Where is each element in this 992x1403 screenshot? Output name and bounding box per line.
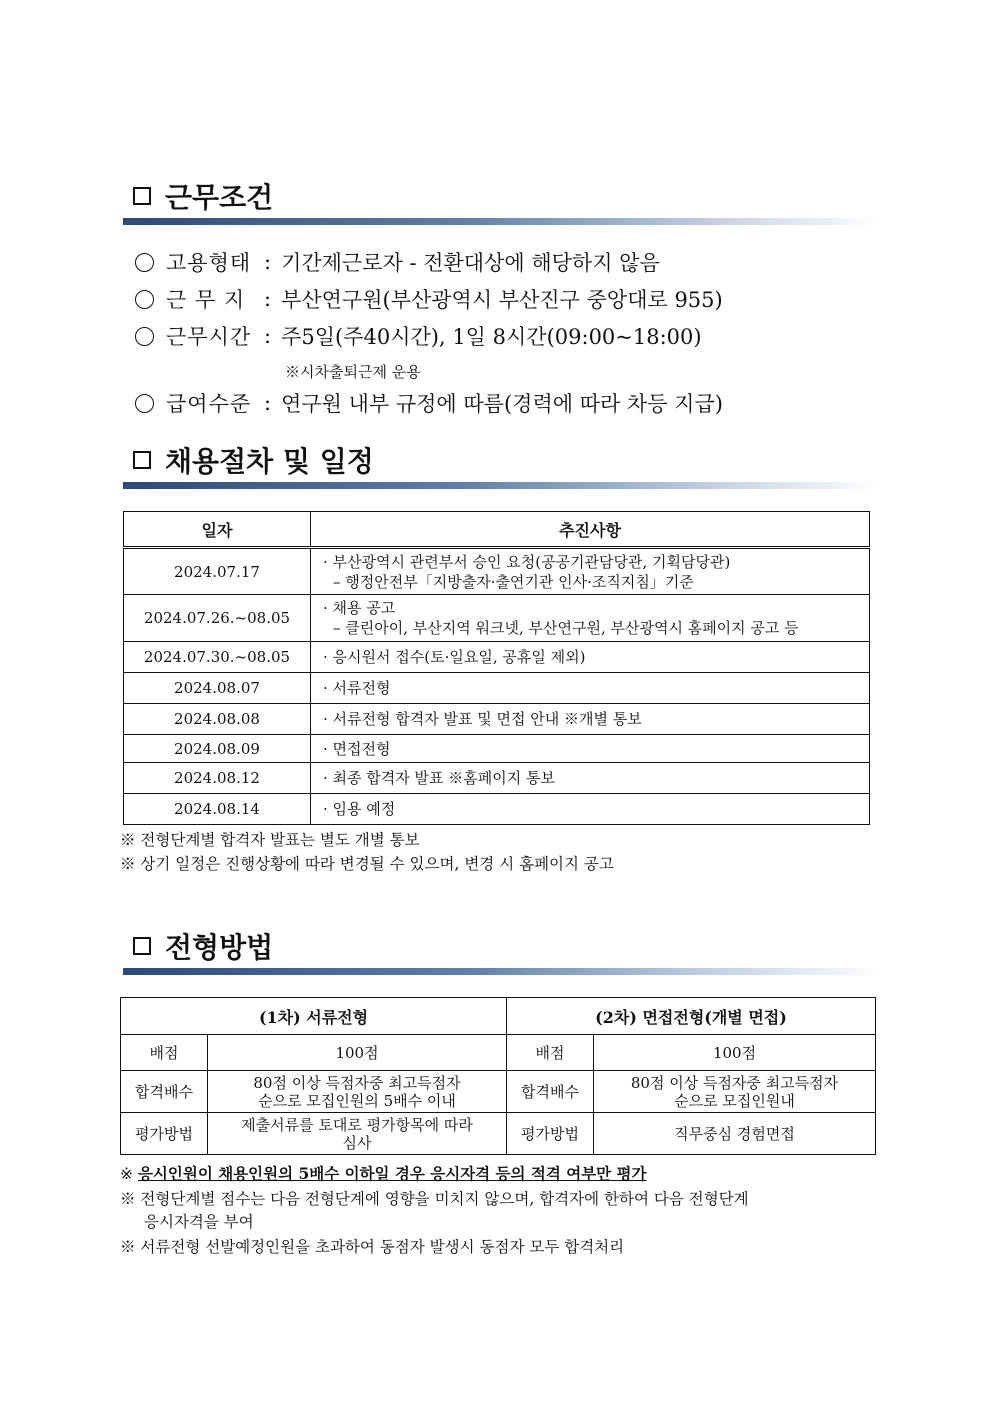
- condition-employment-type: 고용형태 : 기간제근로자 - 전환대상에 해당하지 않음: [135, 247, 660, 277]
- schedule-table: [123, 511, 870, 825]
- evaluation-table: [120, 997, 876, 1155]
- table-row: 2024.07.17 · 부산광역시 관련부서 승인 요청(공공기관담당관, 기획담당관) – 행정안전부「지방출자·출연기관 인사·조직지침」기준: [124, 548, 870, 595]
- section-title-process-schedule: 채용절차 및 일정: [133, 440, 374, 480]
- evaluation-note: ※ 서류전형 선발예정인원을 초과하여 동점자 발생시 동점자 모두 합격처리: [120, 1238, 625, 1256]
- circle-bullet-icon: [135, 290, 154, 309]
- circle-bullet-icon: [135, 327, 154, 346]
- table-row: 2024.07.26.~08.05 · 채용 공고 – 클린아이, 부산지역 워크넷, 부산연구원, 부산광역시 홈페이지 공고 등: [124, 595, 870, 642]
- section-title-work-conditions: 근무조건: [133, 176, 273, 216]
- schedule-note: ※ 상기 일정은 진행상황에 따라 변경될 수 있으며, 변경 시 홈페이지 공고: [120, 855, 614, 873]
- evaluation-note-bold: ※ 응시인원이 채용인원의 5배수 이하일 경우 응시자격 등의 적격 여부만 평가: [120, 1164, 647, 1183]
- table-row: 2024.08.09 · 면접전형: [124, 735, 870, 763]
- square-bullet-icon: [133, 451, 151, 469]
- condition-work-hours: 근무시간 : 주5일(주40시간), 1일 8시간(09:00~18:00): [135, 321, 702, 351]
- table-row: 2024.07.30.~08.05 · 응시원서 접수(토·일요일, 공휴일 제외): [124, 642, 870, 673]
- second-stage-header: (2차) 면접전형(개별 면접): [507, 998, 876, 1035]
- table-header-row: [124, 512, 870, 548]
- table-row: 2024.08.07 · 서류전형: [124, 673, 870, 704]
- first-stage-header: (1차) 서류전형: [121, 998, 507, 1035]
- table-row: 합격배수 80점 이상 득점자중 최고득점자 순으로 모집인원의 5배수 이내 합격배수 80점 이상 득점자중 최고득점자 순으로 모집인원내: [121, 1071, 876, 1113]
- table-row: 2024.08.14 · 임용 예정: [124, 794, 870, 825]
- evaluation-note-continued: 응시자격을 부여: [144, 1213, 254, 1231]
- condition-workplace: 근 무 지 : 부산연구원(부산광역시 부산진구 중앙대로 955): [135, 284, 723, 314]
- schedule-note: ※ 전형단계별 합격자 발표는 별도 개별 통보: [120, 831, 420, 849]
- table-header-row: [121, 998, 876, 1035]
- square-bullet-icon: [133, 937, 151, 955]
- condition-salary: 급여수준 : 연구원 내부 규정에 따름(경력에 따라 차등 지급): [135, 388, 723, 418]
- section-divider: [123, 218, 883, 225]
- square-bullet-icon: [133, 187, 151, 205]
- circle-bullet-icon: [135, 394, 154, 413]
- section-divider: [123, 968, 883, 975]
- column-header-date: 일자: [124, 512, 311, 548]
- section-divider: [123, 482, 883, 489]
- table-row: 평가방법 제출서류를 토대로 평가항목에 따라 심사 평가방법 직무중심 경험면접: [121, 1113, 876, 1155]
- table-row: 배점 100점 배점 100점: [121, 1035, 876, 1071]
- section-title-selection-method: 전형방법: [133, 926, 273, 966]
- work-hours-note: ※시차출퇴근제 운용: [285, 363, 421, 381]
- circle-bullet-icon: [135, 253, 154, 272]
- table-row: 2024.08.08 · 서류전형 합격자 발표 및 면접 안내 ※개별 통보: [124, 704, 870, 735]
- evaluation-note: ※ 전형단계별 점수는 다음 전형단계에 영향을 미치지 않으며, 합격자에 한하여 다음 전형단계: [120, 1190, 749, 1208]
- table-row: 2024.08.12 · 최종 합격자 발표 ※홈페이지 통보: [124, 763, 870, 794]
- column-header-action: 추진사항: [311, 512, 870, 548]
